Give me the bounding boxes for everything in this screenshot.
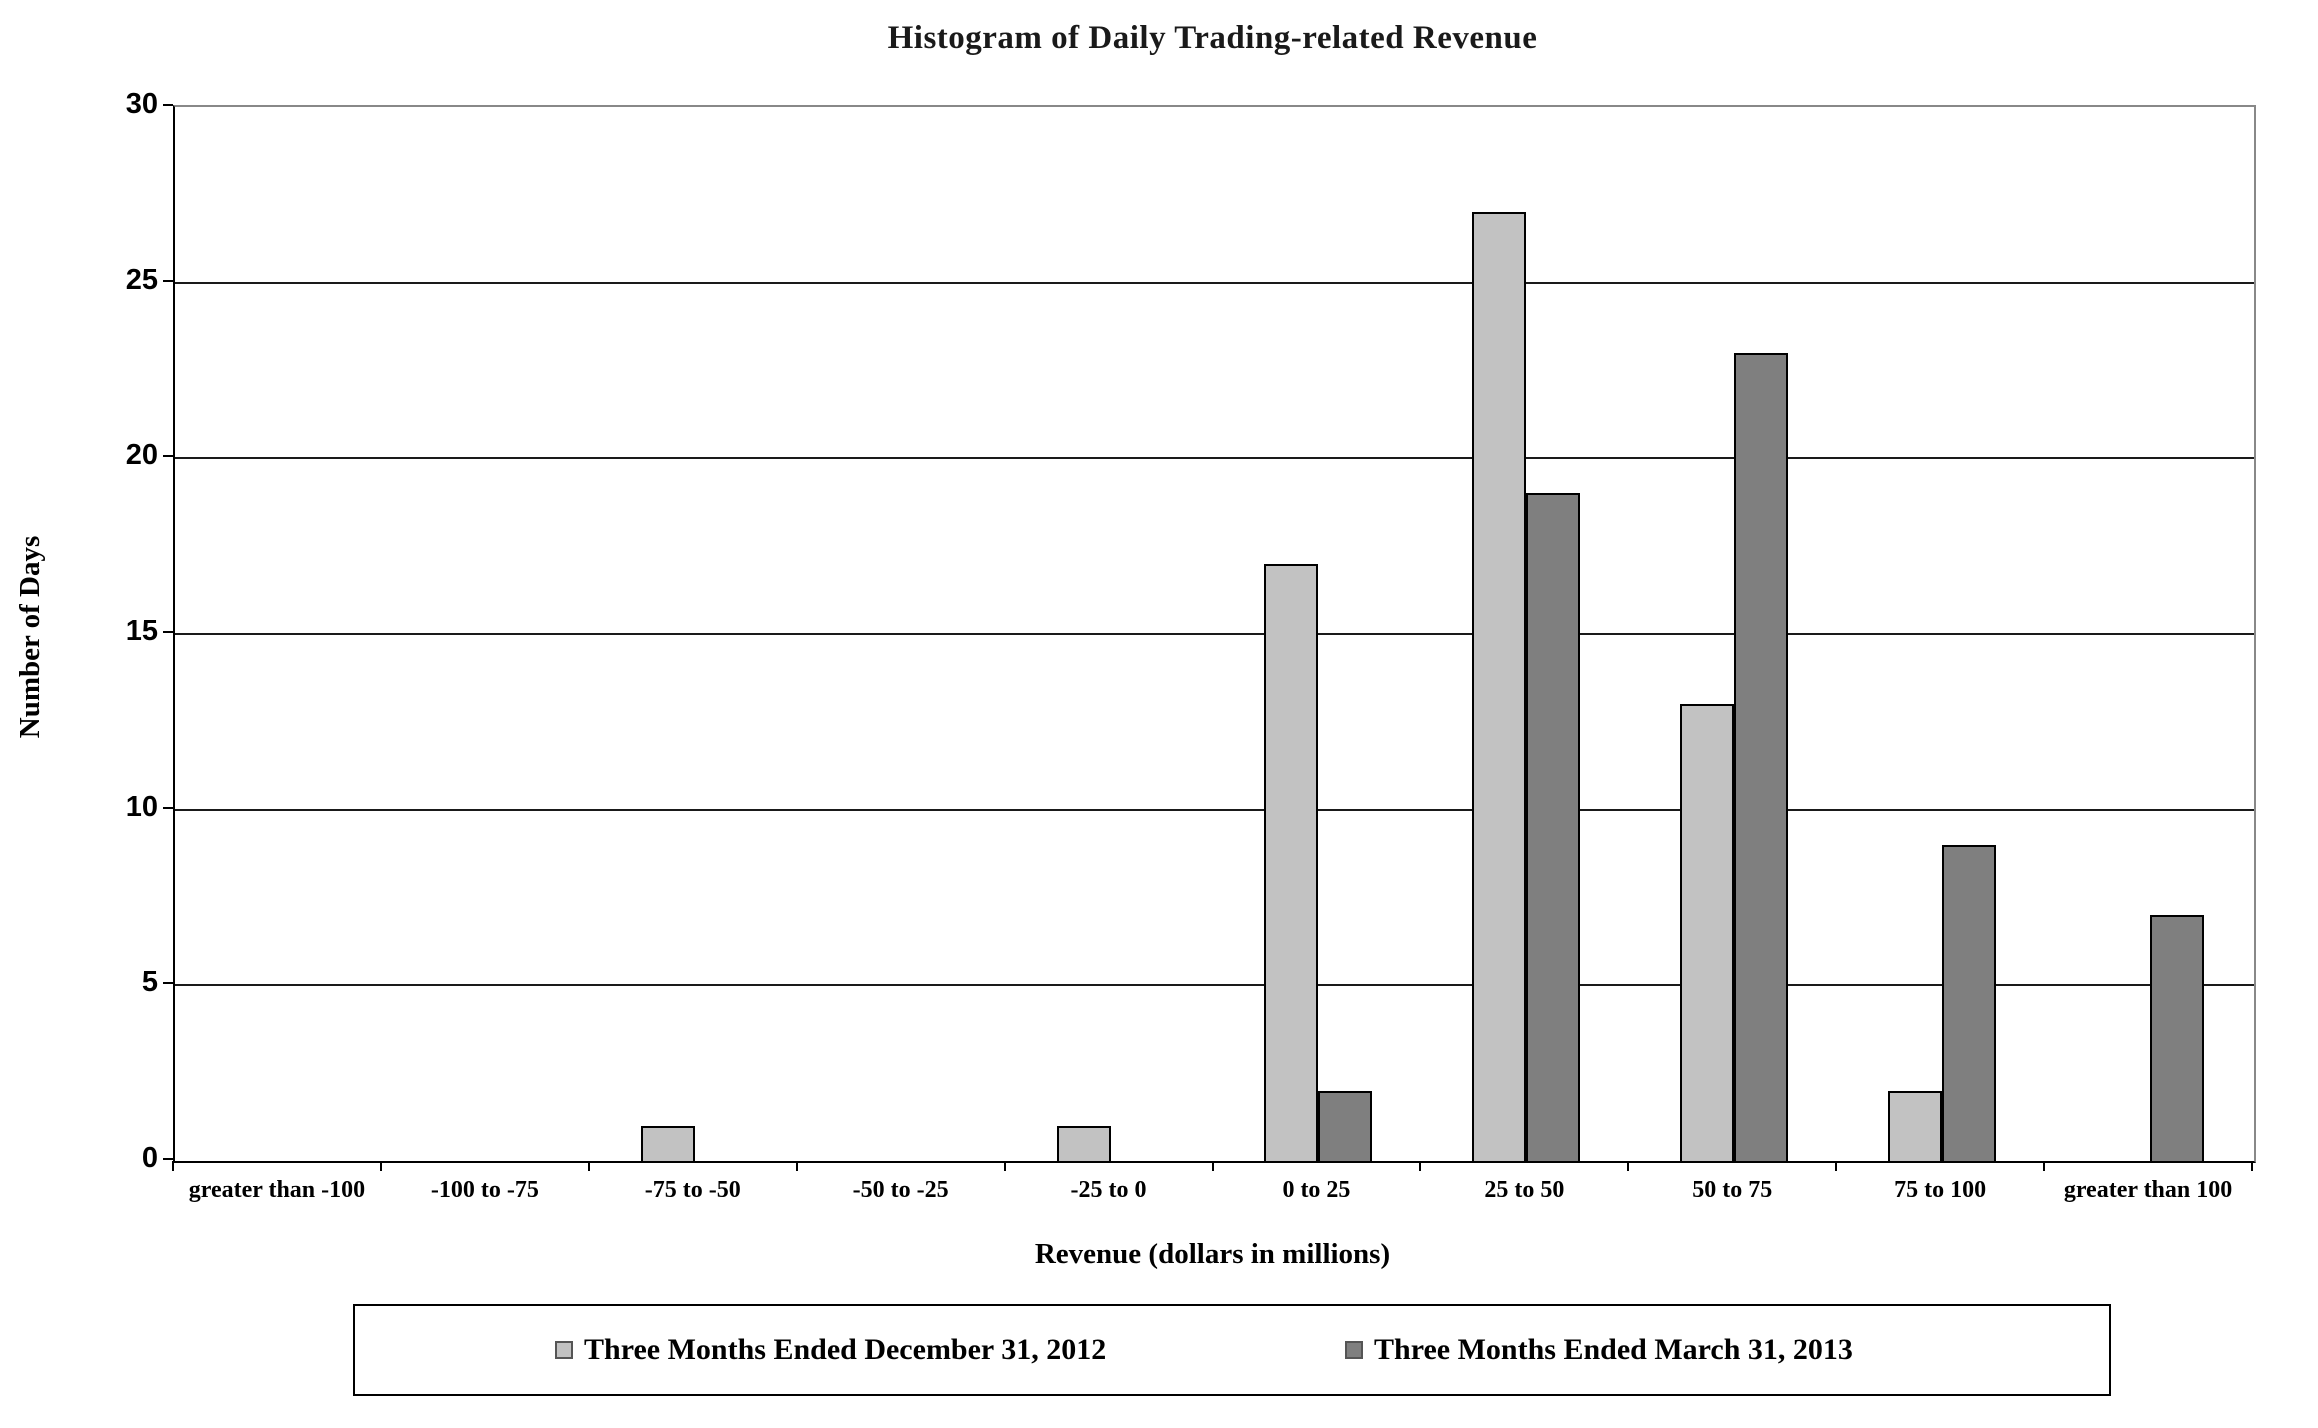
y-axis-title: Number of Days [14, 535, 46, 739]
gridline-10 [175, 809, 2254, 811]
x-tick-mark-5 [1212, 1161, 1214, 1171]
legend-item-mar-2013 [1345, 1306, 1853, 1394]
x-category-label-8: 75 to 100 [1894, 1177, 1987, 1203]
bar-series0-cat4 [1057, 1126, 1111, 1161]
x-category-label-2: -75 to -50 [644, 1177, 741, 1203]
bar-series1-cat6 [1526, 493, 1580, 1161]
y-tick-label-20: 20 [125, 439, 158, 472]
legend-swatch-dec-2012-icon [555, 1341, 573, 1359]
y-tick-mark-25 [163, 280, 173, 282]
x-tick-mark-4 [1004, 1161, 1006, 1171]
bar-series0-cat8 [1888, 1091, 1942, 1161]
y-tick-label-15: 15 [125, 615, 158, 647]
legend-item-dec-2012 [555, 1306, 1106, 1394]
bar-series1-cat8 [1942, 845, 1996, 1161]
x-tick-mark-1 [380, 1161, 382, 1171]
x-tick-mark-9 [2043, 1161, 2045, 1171]
y-tick-label-5: 5 [141, 966, 158, 999]
y-tick-label-25: 25 [125, 263, 158, 296]
x-tick-mark-3 [796, 1161, 798, 1171]
y-tick-label-0: 0 [141, 1142, 158, 1174]
bar-series1-cat7 [1734, 353, 1788, 1161]
x-tick-mark-10 [2251, 1161, 2253, 1171]
bar-series1-cat5 [1318, 1091, 1372, 1161]
y-tick-mark-10 [163, 807, 173, 809]
legend [353, 1304, 2111, 1396]
y-tick-label-30: 30 [125, 88, 158, 120]
x-category-label-0: greater than -100 [188, 1177, 366, 1203]
y-tick-label-10: 10 [125, 790, 158, 823]
x-category-label-4: -25 to 0 [1070, 1177, 1147, 1203]
bar-series0-cat6 [1472, 212, 1526, 1161]
bar-series1-cat9 [2150, 915, 2204, 1161]
gridline-15 [175, 633, 2254, 635]
x-category-label-5: 0 to 25 [1282, 1177, 1351, 1203]
bar-series0-cat7 [1680, 704, 1734, 1161]
x-tick-mark-7 [1627, 1161, 1629, 1171]
y-tick-mark-15 [163, 631, 173, 633]
y-tick-mark-0 [163, 1158, 173, 1160]
legend-label-mar-2013: Three Months Ended March 31, 2013 [1374, 1333, 1853, 1366]
gridline-20 [175, 457, 2254, 459]
x-category-label-3: -50 to -25 [852, 1177, 949, 1203]
x-tick-mark-2 [588, 1161, 590, 1171]
bar-series0-cat2 [641, 1126, 695, 1161]
bar-series0-cat5 [1264, 564, 1318, 1161]
plot-area [173, 105, 2256, 1163]
legend-swatch-mar-2013-icon [1345, 1341, 1363, 1359]
y-tick-mark-20 [163, 455, 173, 457]
gridline-25 [175, 282, 2254, 284]
y-tick-mark-30 [163, 104, 173, 106]
x-tick-mark-6 [1419, 1161, 1421, 1171]
x-category-label-6: 25 to 50 [1484, 1177, 1565, 1203]
legend-label-dec-2012: Three Months Ended December 31, 2012 [584, 1333, 1107, 1366]
chart-title: Histogram of Daily Trading-related Revenue [887, 20, 1538, 56]
x-tick-mark-0 [172, 1161, 174, 1171]
y-tick-mark-5 [163, 982, 173, 984]
x-axis-title: Revenue (dollars in millions) [1034, 1238, 1391, 1270]
x-category-label-9: greater than 100 [2063, 1177, 2233, 1203]
x-tick-mark-8 [1835, 1161, 1837, 1171]
x-category-label-7: 50 to 75 [1692, 1177, 1773, 1203]
x-category-label-1: -100 to -75 [430, 1177, 539, 1203]
